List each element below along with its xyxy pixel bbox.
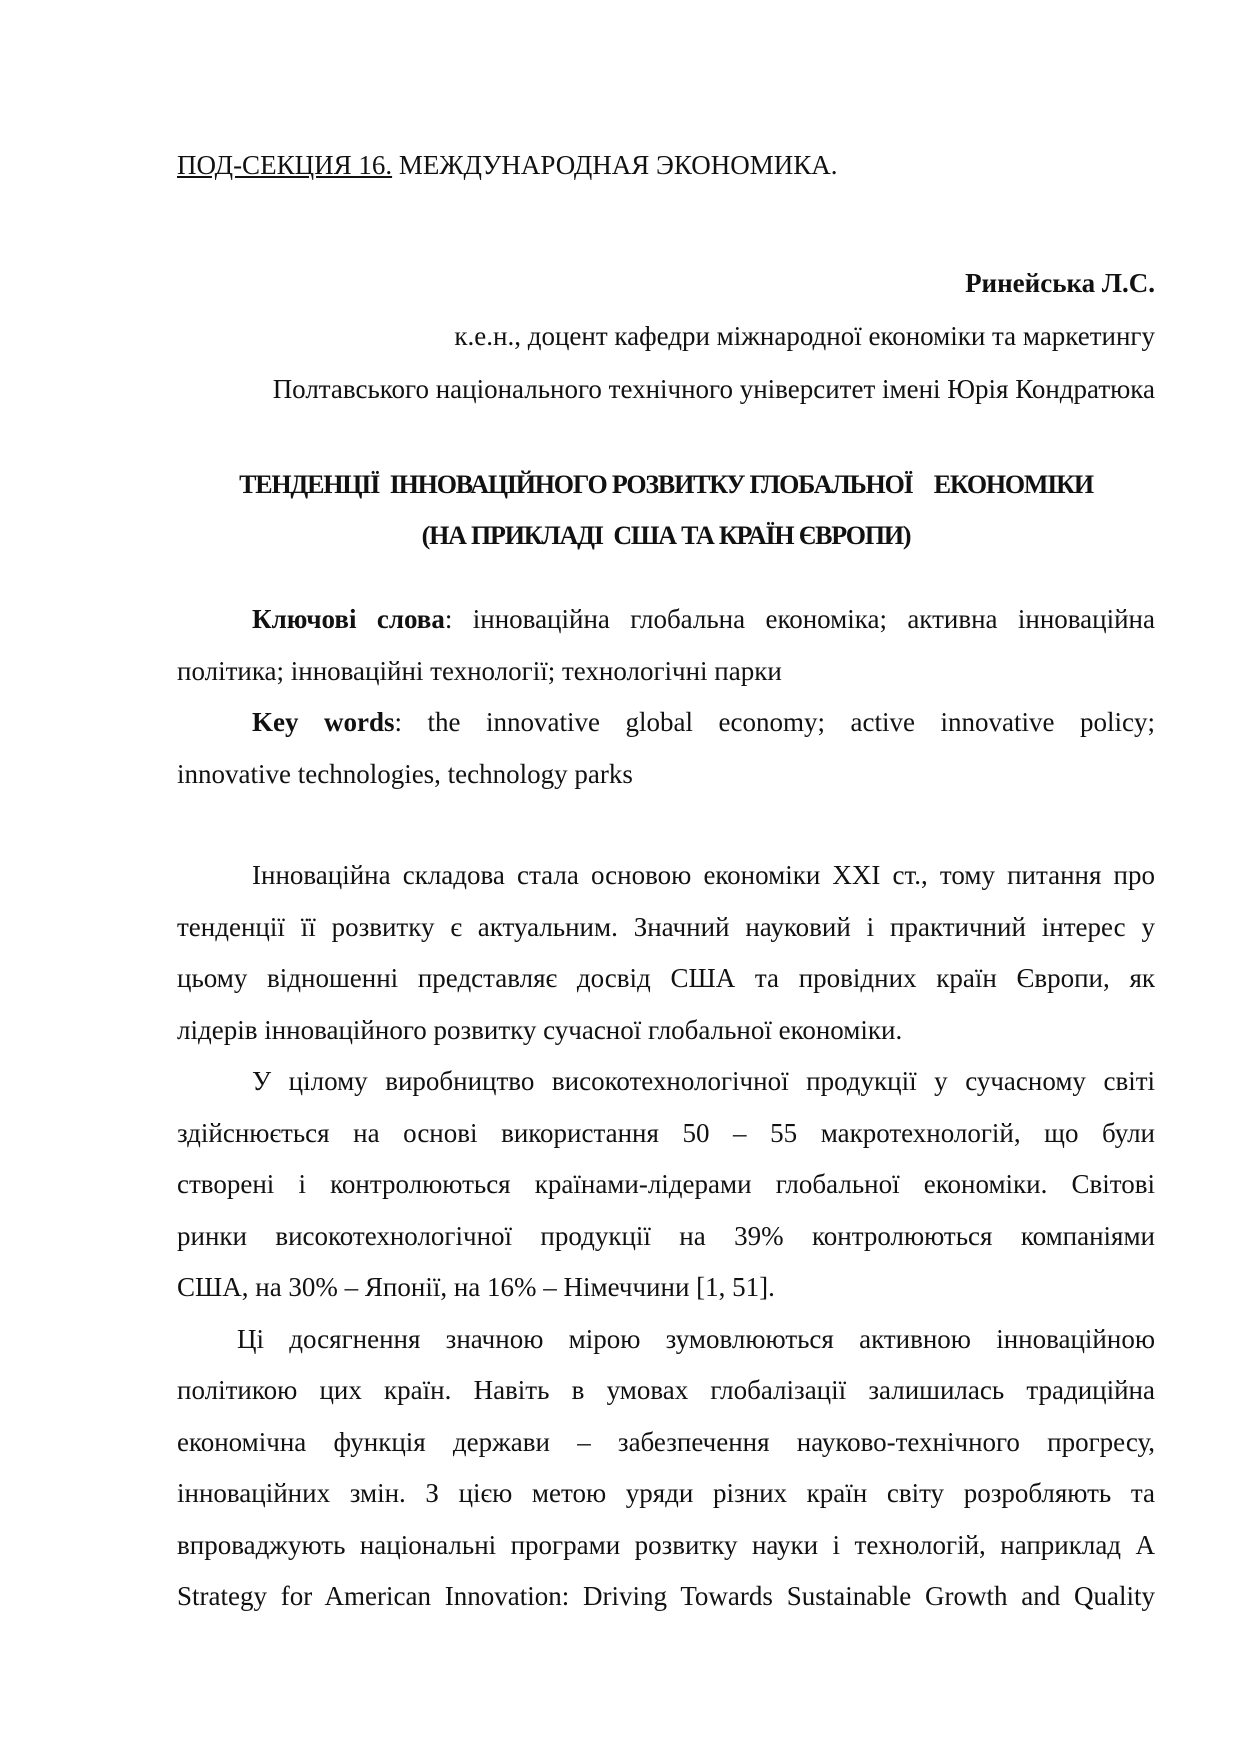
paragraph-3-line: Strategy for American Innovation: Driving Towards Sustainable Growth and Quality bbox=[177, 1581, 1155, 1611]
paragraph-3-line: впроваджують національні програми розвитку науки і технологій, наприклад А bbox=[177, 1530, 1155, 1560]
keywords-en-label: Key words bbox=[252, 707, 395, 737]
paragraph-3-line: інноваційних змін. З цією метою уряди різних країн світу розробляють та bbox=[177, 1478, 1155, 1508]
keywords-ua-line-2: політика; інноваційні технології; технологічні парки bbox=[177, 656, 782, 686]
paragraph-1-line: лідерів інноваційного розвитку сучасної глобальної економіки. bbox=[177, 1015, 903, 1045]
keywords-en-line-2: innovative technologies, technology parks bbox=[177, 759, 633, 789]
paragraph-3-line: політикою цих країн. Навіть в умовах глобалізації залишилась традиційна bbox=[177, 1375, 1155, 1405]
paragraph-1-line: тенденції її розвитку є актуальним. Значний науковий і практичний інтерес у bbox=[177, 912, 1155, 942]
paragraph-2-line: створені і контролюються країнами-лідерами глобальної економіки. Світові bbox=[177, 1169, 1155, 1199]
paragraph-1-line: цьому відношенні представляє досвід США та провідних країн Європи, як bbox=[177, 963, 1155, 993]
paragraph-1-line: Інноваційна складова стала основою економіки XXI ст., тому питання про bbox=[252, 860, 1155, 890]
article-title-line-1: ТЕНДЕНЦІЇ ІННОВАЦІЙНОГО РОЗВИТКУ ГЛОБАЛЬНОЇ ЕКОНОМІКИ bbox=[239, 470, 1093, 499]
paragraph-2-line: У цілому виробництво високотехнологічної продукції у сучасному світі bbox=[252, 1066, 1155, 1096]
keywords-ua-text: : інноваційна глобальна економіка; активна інноваційна bbox=[444, 604, 1155, 634]
keywords-ua-label: Ключові слова bbox=[252, 604, 445, 634]
paragraph-2-line: здійснюється на основі використання 50 – 55 макротехнологій, що були bbox=[177, 1118, 1155, 1148]
keywords-en-line-1 bbox=[177, 705, 1155, 739]
author-affiliation: Полтавського національного технічного університет імені Юрія Кондратюка bbox=[272, 374, 1155, 404]
paragraph-2-line: США, на 30% – Японії, на 16% – Німеччини [1, 51]. bbox=[177, 1272, 775, 1302]
keywords-en-text: : the innovative global economy; active innovative policy; bbox=[394, 707, 1155, 737]
paragraph-2-line: ринки високотехнологічної продукції на 39% контролюються компаніями bbox=[177, 1221, 1155, 1251]
author-name: Ринейська Л.С. bbox=[965, 268, 1155, 298]
author-position: к.е.н., доцент кафедри міжнародної економіки та маркетингу bbox=[454, 321, 1155, 351]
article-title-line-2: (НА ПРИКЛАДІ США ТА КРАЇН ЄВРОПИ) bbox=[421, 521, 911, 550]
keywords-ua-line-1 bbox=[177, 602, 1155, 636]
paragraph-3-line: економічна функція держави – забезпечення науково-технічного прогресу, bbox=[177, 1427, 1155, 1457]
section-title: МЕЖДУНАРОДНАЯ ЭКОНОМИКА. bbox=[392, 150, 838, 180]
paragraph-3-line: Ці досягнення значною мірою зумовлюються активною інноваційною bbox=[237, 1324, 1155, 1354]
section-label: ПОД-СЕКЦИЯ 16. bbox=[177, 150, 393, 180]
section-header bbox=[177, 148, 1155, 182]
